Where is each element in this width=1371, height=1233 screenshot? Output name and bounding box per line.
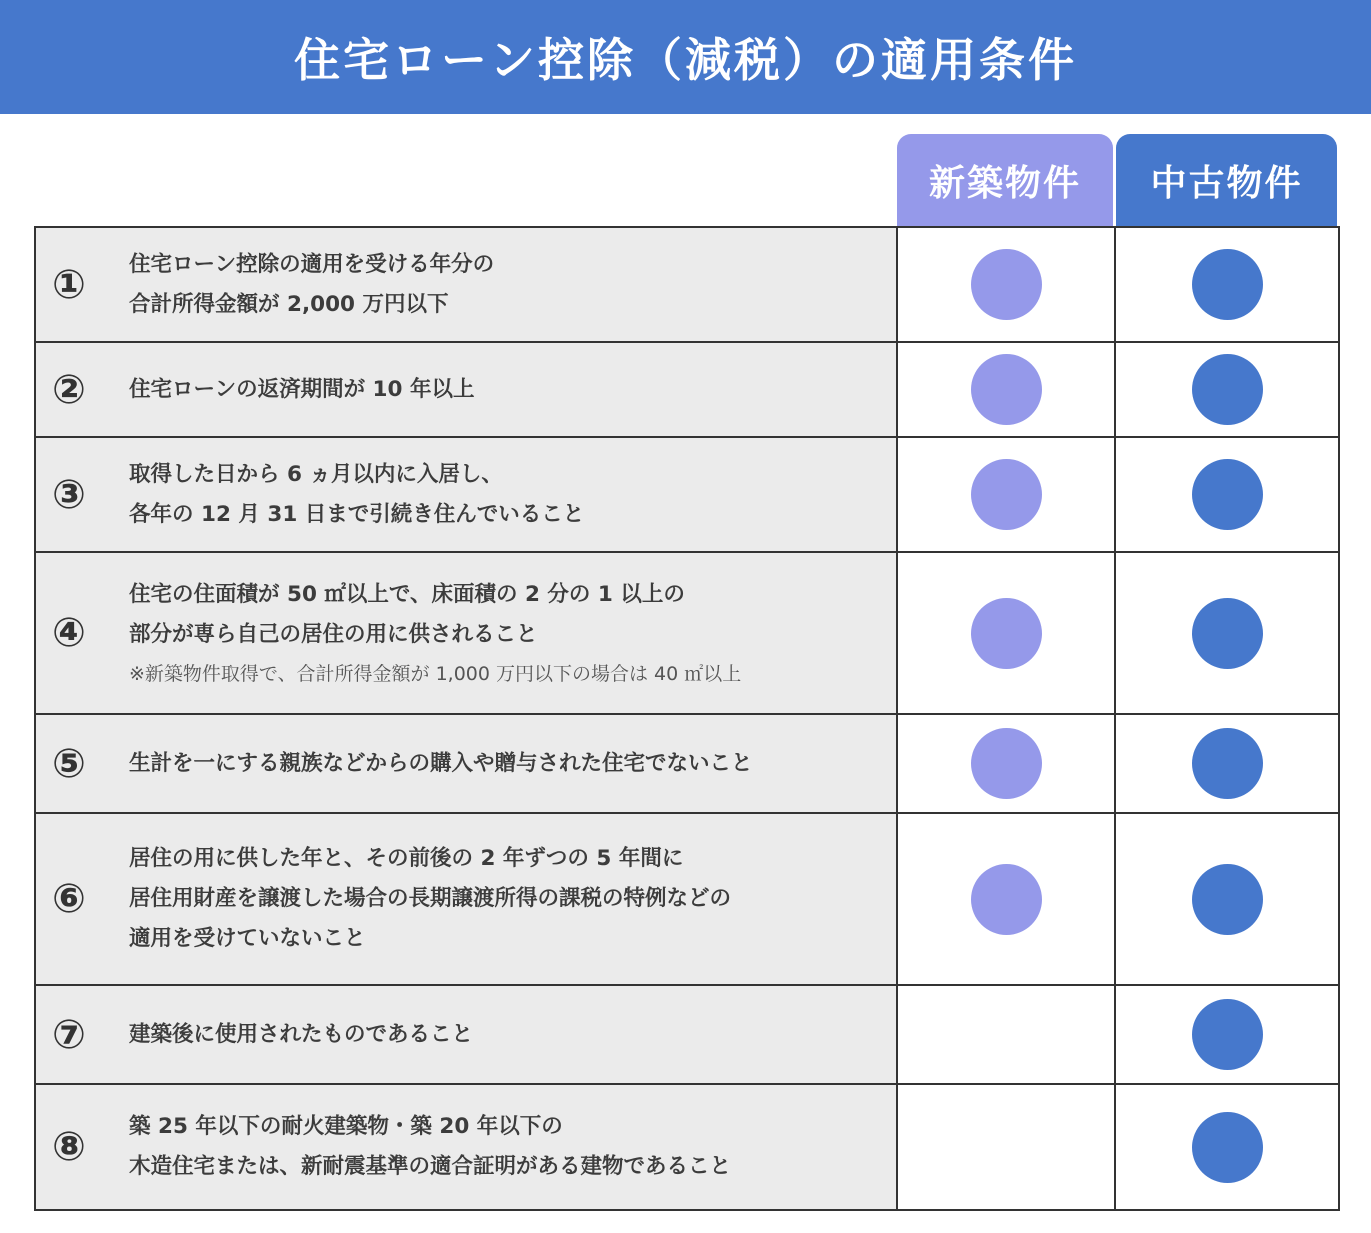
applies-cell-new [897,342,1115,437]
applies-circle-icon [1192,999,1263,1070]
condition-text-line: 居住の用に供した年と、その前後の 2 年ずつの 5 年間に [129,846,684,871]
applies-cell-new [897,985,1115,1084]
condition-text [129,455,896,535]
applies-cell-new [897,552,1115,714]
condition-description-cell [35,342,897,437]
applies-circle-icon [1192,864,1263,935]
condition-text-line: 住宅ローンの返済期間が 10 年以上 [129,376,475,402]
condition-description-cell [35,813,897,985]
applies-circle-icon [971,598,1042,669]
applies-cell-used [1115,342,1339,437]
condition-row [35,227,1339,342]
condition-text-line: 生計を一にする親族などからの購入や贈与された住宅でないこと [129,750,753,776]
condition-description-cell [35,552,897,714]
condition-text-line: 建築後に使用されたものであること [129,1021,474,1047]
condition-text [129,370,896,410]
column-header-used: 中古物件 [1116,134,1337,226]
applies-circle-icon [1192,354,1263,425]
title-banner [0,0,1371,114]
applies-cell-used [1115,985,1339,1084]
condition-description-cell [35,1084,897,1210]
applies-cell-used [1115,714,1339,813]
condition-description-cell [35,227,897,342]
page-title: 住宅ローン控除（減税）の適用条件 [293,33,1078,87]
applies-circle-icon [971,459,1042,530]
condition-text-line: 住宅ローン控除の適用を受ける年分の [129,251,495,277]
condition-text-line: 合計所得金額が 2,000 万円以下 [129,291,449,317]
condition-text-line: 取得した日から 6 ヵ月以内に入居し、 [129,461,503,487]
condition-text [129,744,896,784]
applies-circle-icon [1192,598,1263,669]
applies-cell-new [897,813,1115,985]
condition-row [35,985,1339,1084]
condition-number: ⑥ [52,876,86,922]
conditions-table [34,226,1340,1211]
condition-row [35,813,1339,985]
condition-text [129,839,896,959]
condition-description-cell [35,985,897,1084]
column-header-new: 新築物件 [897,134,1113,226]
condition-text-line: 部分が専ら自己の居住の用に供されること [129,622,538,647]
condition-row [35,342,1339,437]
applies-cell-new [897,227,1115,342]
applies-cell-new [897,714,1115,813]
condition-number: ① [52,261,86,308]
applies-circle-icon [1192,1112,1263,1183]
condition-number: ③ [52,471,86,518]
applies-cell-used [1115,1084,1339,1210]
condition-text [129,245,896,325]
condition-text-line: 居住用財産を譲渡した場合の長期譲渡所得の課税の特例などの [129,886,732,911]
condition-number: ④ [52,610,86,656]
condition-number: ⑦ [52,1011,86,1058]
condition-row [35,437,1339,552]
condition-number: ② [52,366,86,413]
condition-text-line: 木造住宅または、新耐震基準の適合証明がある建物であること [129,1154,732,1179]
conditions-table-body [35,227,1339,1210]
condition-text [129,1107,896,1187]
applies-cell-used [1115,227,1339,342]
condition-text-line: 築 25 年以下の耐火建築物・築 20 年以下の [129,1114,563,1139]
applies-circle-icon [1192,249,1263,320]
condition-number: ⑧ [52,1124,86,1170]
applies-circle-icon [971,354,1042,425]
applies-cell-used [1115,552,1339,714]
applies-circle-icon [971,728,1042,799]
applies-circle-icon [1192,728,1263,799]
condition-row [35,1084,1339,1210]
condition-text [129,575,896,691]
condition-text [129,1015,896,1055]
applies-circle-icon [1192,459,1263,530]
condition-row [35,714,1339,813]
condition-text-line: 適用を受けていないこと [129,926,366,951]
condition-row [35,552,1339,714]
applies-cell-used [1115,437,1339,552]
condition-description-cell [35,437,897,552]
applies-cell-used [1115,813,1339,985]
applies-circle-icon [971,249,1042,320]
condition-text-line: 各年の 12 月 31 日まで引続き住んでいること [129,501,585,527]
condition-description-cell [35,714,897,813]
applies-circle-icon [971,864,1042,935]
condition-number: ⑤ [52,740,86,787]
condition-text-line: 住宅の住面積が 50 ㎡以上で、床面積の 2 分の 1 以上の [129,582,685,607]
condition-note: ※新築物件取得で、合計所得金額が 1,000 万円以下の場合は 40 ㎡以上 [129,663,742,685]
applies-cell-new [897,437,1115,552]
applies-cell-new [897,1084,1115,1210]
